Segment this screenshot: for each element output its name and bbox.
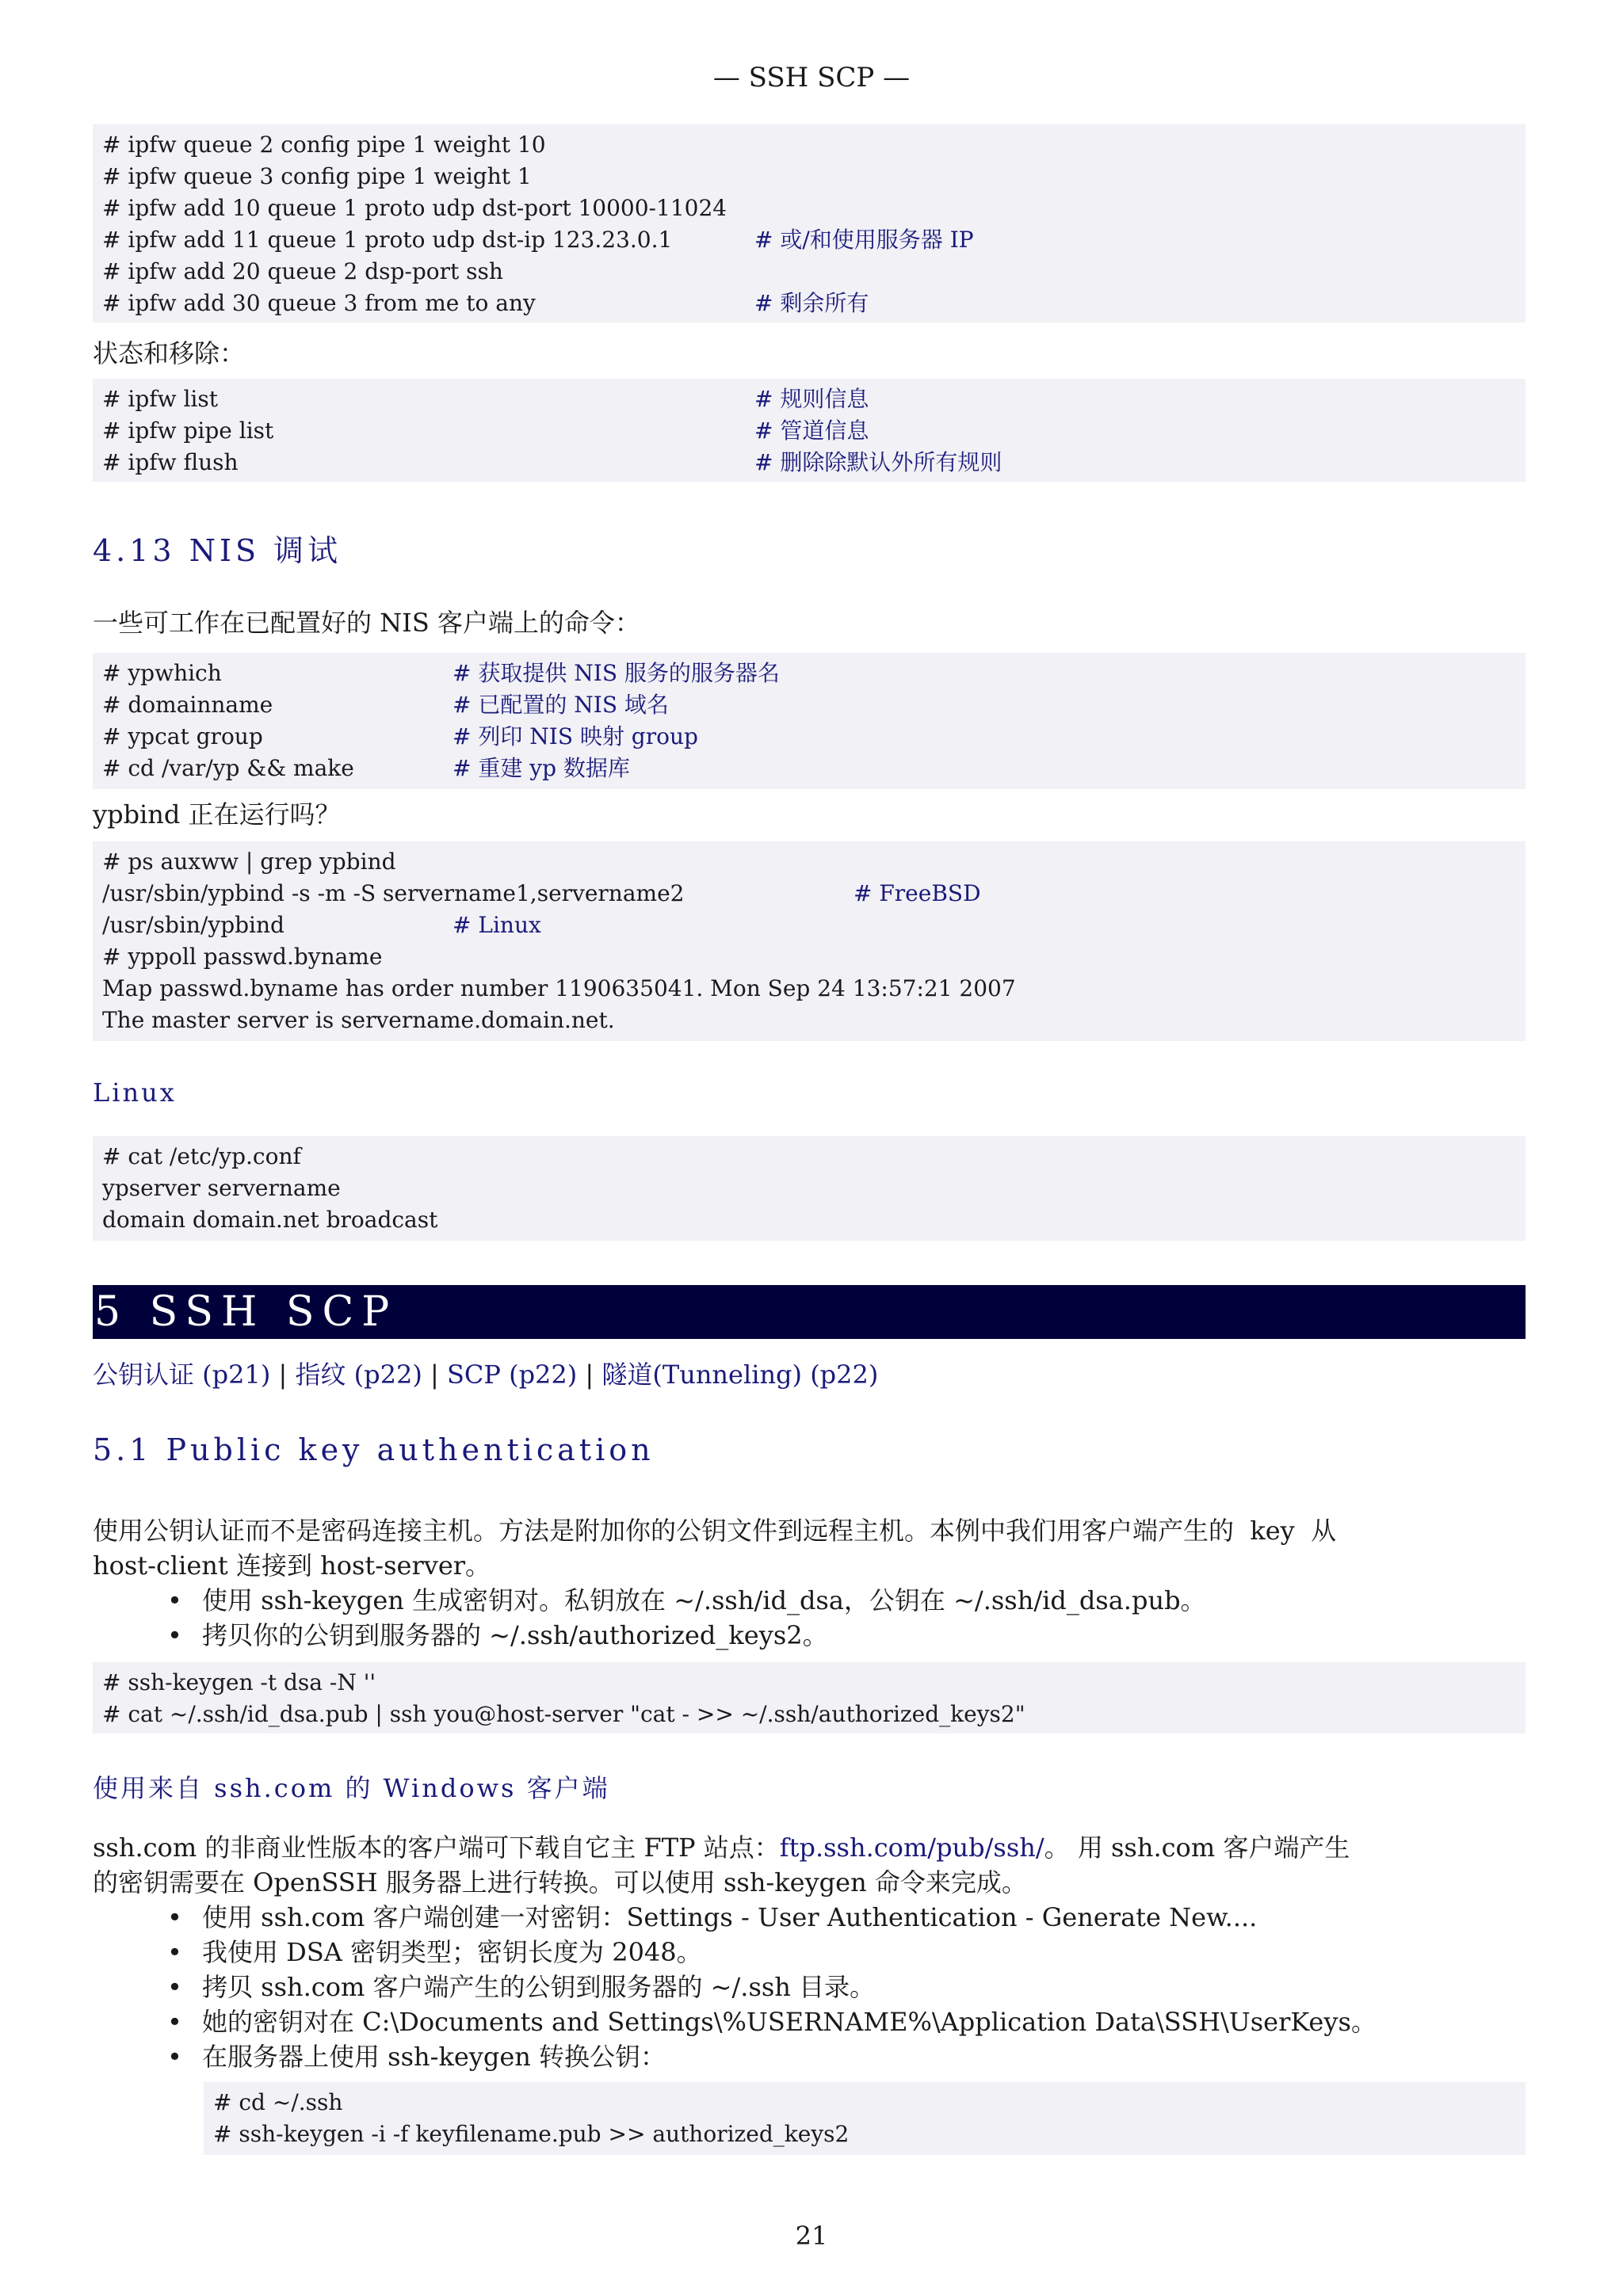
code-command: # yppoll passwd.byname [102, 944, 383, 970]
code-line [102, 689, 1516, 721]
code-command: # ipfw add 20 queue 2 dsp-port ssh [102, 258, 503, 284]
code-command: # ssh-keygen -i -f keyfilename.pub >> authorized_keys2 [213, 2121, 850, 2147]
section-4-13-intro: 一些可工作在已配置好的 NIS 客户端上的命令： [93, 608, 640, 638]
code-line [102, 941, 1516, 973]
code-line [102, 1005, 1516, 1036]
code-line [102, 1699, 1516, 1730]
code-command: # cat ~/.ssh/id_dsa.pub | ssh you@host-server "cat - >> ~/.ssh/authorized_keys2" [102, 1701, 1025, 1727]
code-command: # cd /var/yp && make [102, 755, 354, 781]
code-line [102, 1667, 1516, 1699]
code-line [102, 721, 1516, 753]
section-5-1-paragraph-line1: 使用公钥认证而不是密码连接主机。方法是附加你的公钥文件到远程主机。本例中我们用客户端产生的 key 从 [93, 1516, 1337, 1546]
code-line [102, 288, 1516, 319]
code-command: # ps auxww | grep ypbind [102, 849, 396, 875]
nav-link[interactable]: 公钥认证 (p21) [93, 1360, 271, 1390]
status-heading: 状态和移除： [93, 338, 246, 368]
code-command: Map passwd.byname has order number 1190635041. Mon Sep 24 13:57:21 2007 [102, 975, 1016, 1001]
windows-bullet-list [162, 1900, 1377, 2074]
bullet-item: • 使用 ssh.com 客户端创建一对密钥：Settings - User Authentication - Generate New.... [162, 1900, 1377, 1935]
code-comment: # 管道信息 [754, 418, 869, 444]
code-comment: # 列印 NIS 映射 group [453, 723, 698, 749]
nav-link[interactable]: SCP (p22) [446, 1360, 578, 1390]
section-5-1-paragraph-line2: host-client 连接到 host-server。 [93, 1550, 491, 1581]
code-line [102, 1204, 1516, 1236]
code-block-ypbind [93, 841, 1526, 1041]
code-block-keygen [93, 1662, 1526, 1733]
nav-separator: | [270, 1360, 296, 1390]
code-block-convert [204, 2082, 1526, 2155]
code-command: # ipfw pipe list [102, 418, 274, 444]
section-5-1-bullet-list [162, 1583, 1206, 1653]
nav-separator: | [422, 1360, 447, 1390]
code-command: /usr/sbin/ypbind -s -m -S servername1,servername2 [102, 880, 685, 906]
code-comment: # 获取提供 NIS 服务的服务器名 [453, 660, 780, 686]
code-line [102, 129, 1516, 161]
code-command: # ipfw queue 2 config pipe 1 weight 10 [102, 132, 546, 158]
linux-heading: Linux [93, 1077, 177, 1108]
running-header: — SSH SCP — [712, 62, 911, 93]
code-command: /usr/sbin/ypbind [102, 912, 285, 938]
ypbind-question: ypbind 正在运行吗？ [93, 799, 341, 830]
code-command: # ipfw add 10 queue 1 proto udp dst-port 10000-11024 [102, 195, 727, 221]
code-block-linux [93, 1136, 1526, 1241]
code-line [102, 973, 1516, 1005]
code-comment: # 删除除默认外所有规则 [754, 449, 1002, 475]
code-comment: # 剩余所有 [754, 290, 869, 316]
code-command: # ipfw queue 3 config pipe 1 weight 1 [102, 163, 532, 189]
code-command: # ssh-keygen -t dsa -N '' [102, 1669, 376, 1695]
code-command: # domainname [102, 692, 273, 718]
code-comment: # 或/和使用服务器 IP [754, 227, 974, 253]
code-comment: # Linux [453, 912, 541, 938]
code-comment: # 已配置的 NIS 域名 [453, 692, 669, 718]
nav-link[interactable]: 指纹 (p22) [295, 1360, 422, 1390]
code-block-nis [93, 653, 1526, 789]
bullet-item: • 拷贝你的公钥到服务器的 ~/.ssh/authorized_keys2。 [162, 1618, 1206, 1653]
code-comment: # FreeBSD [854, 880, 981, 906]
code-command: # cat /etc/yp.conf [102, 1143, 301, 1169]
windows-paragraph-line2: 的密钥需要在 OpenSSH 服务器上进行转换。可以使用 ssh-keygen 命令来完成。 [93, 1867, 1027, 1897]
code-command: # ipfw flush [102, 449, 239, 475]
chapter-5-title: 5 SSH SCP [93, 1285, 1526, 1339]
code-block-ipfw-status [93, 379, 1526, 482]
code-line [102, 910, 1516, 941]
code-comment: # 规则信息 [754, 386, 869, 412]
code-line [102, 658, 1516, 689]
code-line [213, 2119, 1516, 2150]
code-line [102, 753, 1516, 784]
code-line [102, 161, 1516, 193]
bullet-item: • 我使用 DSA 密钥类型；密钥长度为 2048。 [162, 1935, 1377, 1970]
page-number: 21 [795, 2221, 828, 2251]
code-line [102, 878, 1516, 910]
code-line [102, 383, 1516, 415]
code-command: # ipfw add 30 queue 3 from me to any [102, 290, 536, 316]
code-command: ypserver servername [102, 1175, 341, 1201]
code-block-ipfw-queue [93, 124, 1526, 322]
section-title-4-13: 4.13 NIS 调试 [93, 533, 342, 568]
code-command: # cd ~/.ssh [213, 2089, 343, 2115]
windows-paragraph-text-b: 。 用 ssh.com 客户端产生 [1044, 1833, 1350, 1863]
code-line [102, 193, 1516, 224]
code-line [102, 1141, 1516, 1173]
code-command: # ypwhich [102, 660, 222, 686]
bullet-item: • 她的密钥对在 C:\Documents and Settings\%USERNAME%\Application Data\SSH\UserKeys。 [162, 2004, 1377, 2039]
nav-link[interactable]: 隧道(Tunneling) (p22) [601, 1360, 879, 1390]
windows-paragraph-text-a: ssh.com 的非商业性版本的客户端可下载自它主 FTP 站点： [93, 1833, 780, 1863]
windows-client-heading: 使用来自 ssh.com 的 Windows 客户端 [93, 1773, 610, 1803]
code-line [102, 1173, 1516, 1204]
code-comment: # 重建 yp 数据库 [453, 755, 630, 781]
windows-paragraph-line1 [93, 1830, 1526, 1865]
code-command: # ipfw add 11 queue 1 proto udp dst-ip 123.23.0.1 [102, 227, 673, 253]
ftp-link[interactable]: ftp.ssh.com/pub/ssh/ [779, 1833, 1044, 1863]
code-command: The master server is servername.domain.net. [102, 1007, 615, 1033]
bullet-item: • 使用 ssh-keygen 生成密钥对。私钥放在 ~/.ssh/id_dsa，公钥在 ~/.ssh/id_dsa.pub。 [162, 1583, 1206, 1618]
code-command: # ipfw list [102, 386, 219, 412]
bullet-item: • 在服务器上使用 ssh-keygen 转换公钥： [162, 2039, 1377, 2074]
code-line [102, 224, 1516, 256]
code-line [102, 415, 1516, 447]
code-line [213, 2087, 1516, 2119]
code-line [102, 447, 1516, 479]
code-line [102, 256, 1516, 288]
code-command: # ypcat group [102, 723, 263, 749]
chapter-5-navigation [93, 1355, 878, 1391]
code-line [102, 846, 1516, 878]
section-title-5-1: 5.1 Public key authentication [93, 1432, 655, 1467]
bullet-item: • 拷贝 ssh.com 客户端产生的公钥到服务器的 ~/.ssh 目录。 [162, 1970, 1377, 2004]
nav-separator: | [577, 1360, 602, 1390]
code-command: domain domain.net broadcast [102, 1207, 438, 1233]
